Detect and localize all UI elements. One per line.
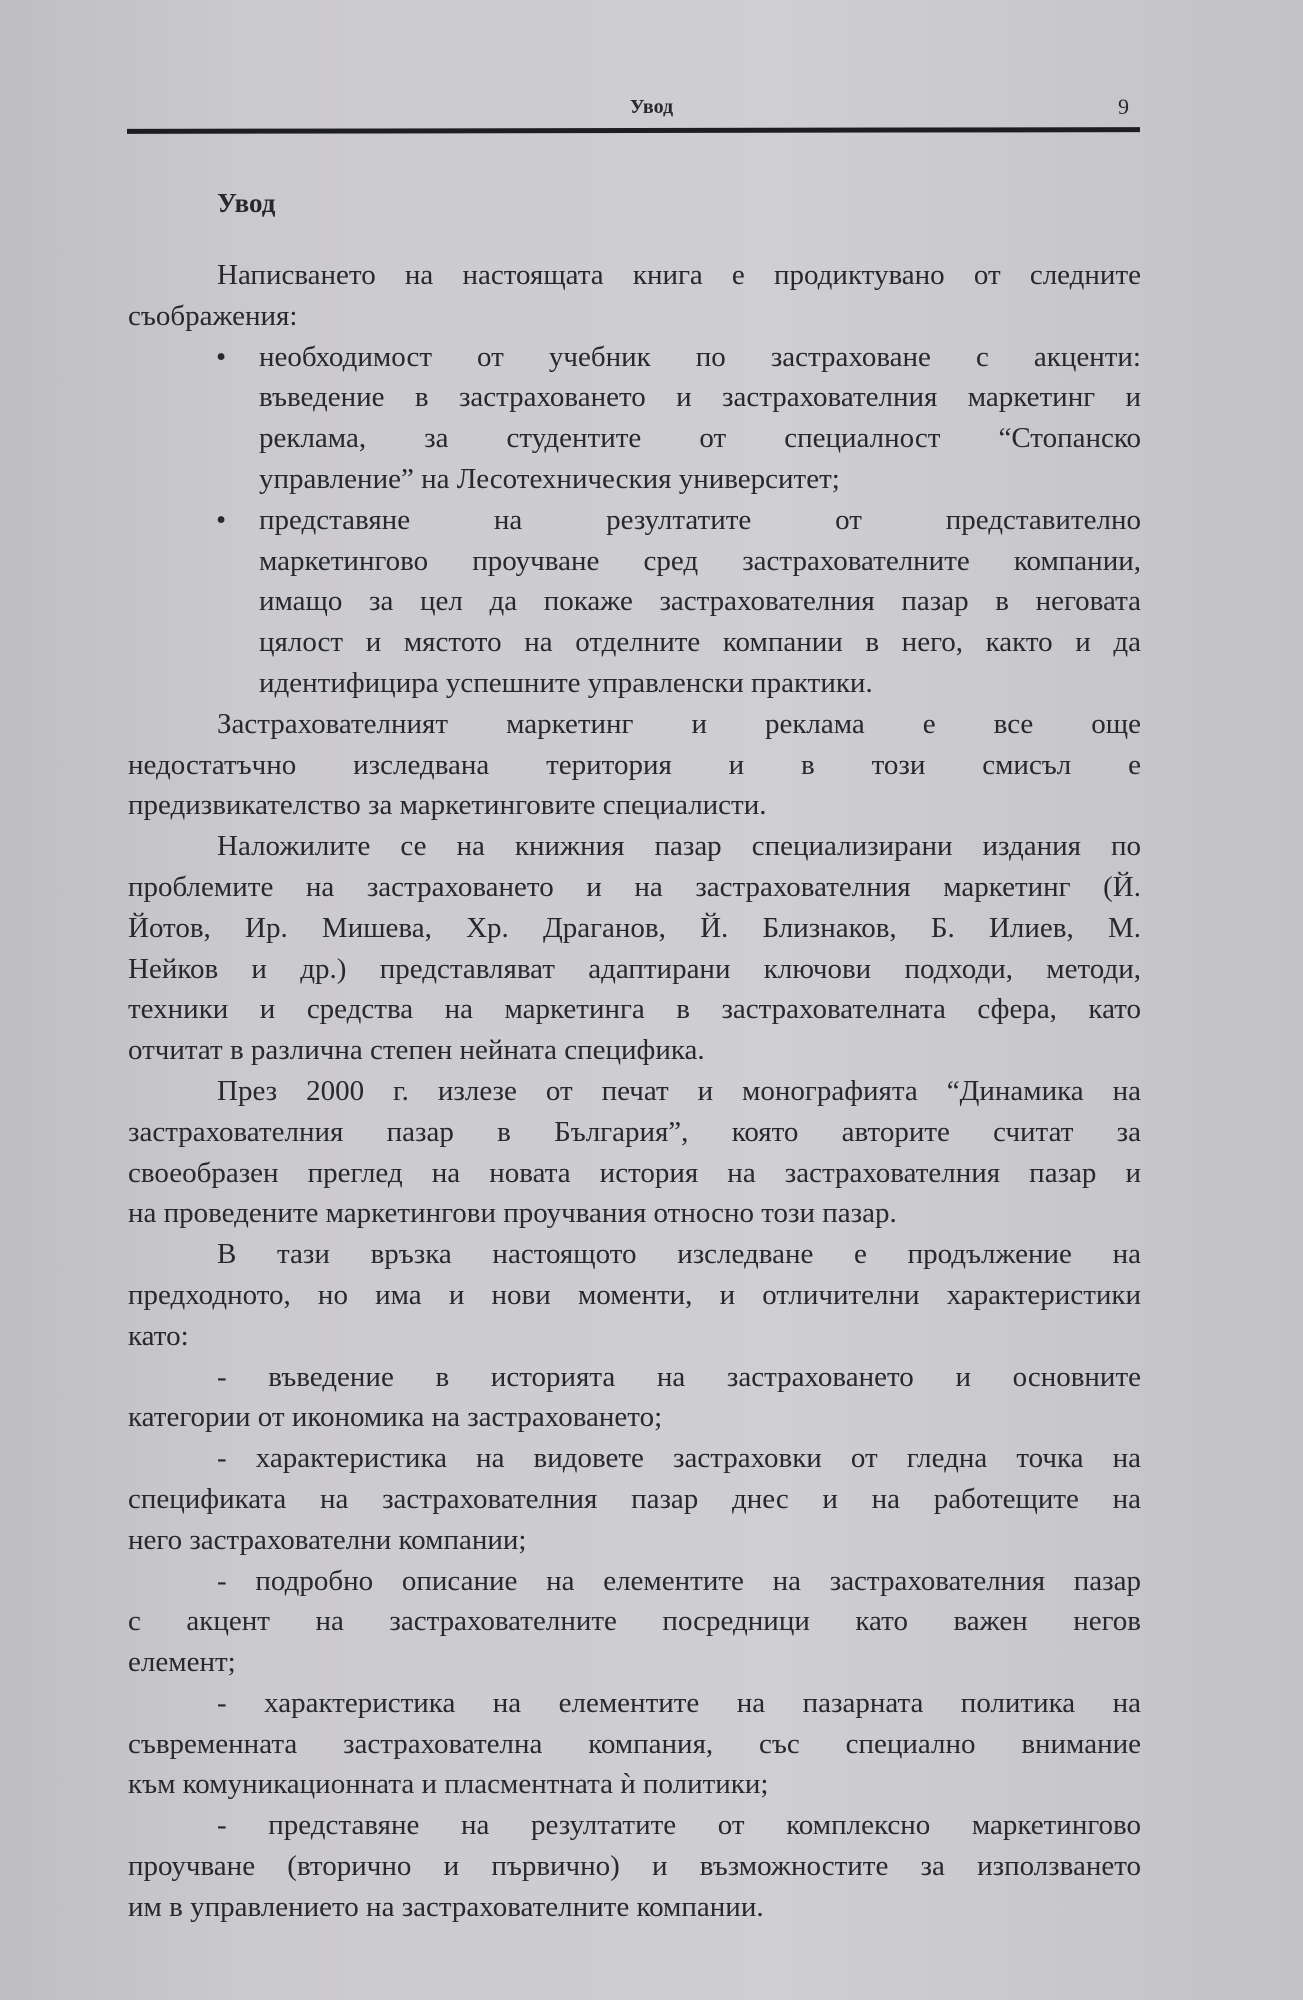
text-line xyxy=(128,1193,1141,1234)
line-text: управление” на Лесотехническия университет; xyxy=(259,462,840,495)
text-line xyxy=(128,949,1141,990)
paragraph xyxy=(128,255,1141,337)
line-text: отчитат в различна степен нейната специфика. xyxy=(128,1034,705,1067)
text-line xyxy=(128,826,1141,867)
line-text: съвременната застрахователна компания, със специално внимание xyxy=(128,1727,1141,1760)
running-title: Увод xyxy=(629,96,674,118)
line-text: Наложилите се на книжния пазар специализирани издания по xyxy=(217,830,1141,863)
line-text: реклама, за студентите от специалност “Стопанско xyxy=(259,422,1141,455)
line-text: имащо за цел да покаже застрахователния пазар в неговата xyxy=(259,585,1141,618)
line-text: - подробно описание на елементите на застрахователния пазар xyxy=(217,1564,1141,1597)
text-line xyxy=(128,1438,1141,1479)
text-line xyxy=(128,1764,1141,1805)
line-text: Нейков и др.) представляват адаптирани ключови подходи, методи, xyxy=(128,952,1141,985)
text-line xyxy=(128,337,1141,378)
line-text: спецификата на застрахователния пазар днес и на работещите на xyxy=(128,1482,1141,1515)
line-text: застрахователния пазар в България”, която авторите считат за xyxy=(128,1115,1141,1148)
text-line xyxy=(128,1275,1141,1316)
line-text: предизвикателство за маркетинговите специалисти. xyxy=(128,789,767,822)
line-text: идентифицира успешните управленски практики. xyxy=(259,666,873,699)
text-line xyxy=(128,745,1141,786)
text-line xyxy=(128,1642,1141,1683)
text-line xyxy=(128,1316,1141,1357)
bullet-icon: • xyxy=(216,340,227,373)
text-line xyxy=(128,867,1141,908)
text-line xyxy=(128,663,1141,704)
text-line xyxy=(128,704,1141,745)
line-text: Йотов, Ир. Мишева, Хр. Драганов, Й. Близнаков, Б. Илиев, М. xyxy=(128,911,1141,944)
line-text: като: xyxy=(128,1319,189,1352)
line-text: недостатъчно изследвана територия и в този смисъл е xyxy=(128,748,1141,781)
text-line xyxy=(128,1071,1141,1112)
text-line xyxy=(128,1601,1141,1642)
line-text: - характеристика на елементите на пазарната политика на xyxy=(217,1686,1141,1719)
paragraph xyxy=(128,1683,1141,1805)
line-text: им в управлението на застрахователните компании. xyxy=(128,1890,764,1923)
text-line xyxy=(128,377,1141,418)
text-line xyxy=(128,1357,1141,1398)
text-line xyxy=(128,418,1141,459)
line-text: елемент; xyxy=(128,1646,236,1679)
line-text: въведение в застраховането и застрахователния маркетинг и xyxy=(259,381,1141,414)
line-text: - представяне на резултатите от комплексно маркетингово xyxy=(217,1809,1141,1842)
paragraph xyxy=(128,1234,1141,1356)
text-line xyxy=(128,500,1141,541)
text-line xyxy=(128,622,1141,663)
line-text: на проведените маркетингови проучвания относно този пазар. xyxy=(128,1197,897,1230)
line-text: маркетингово проучване сред застрахователните компании, xyxy=(259,544,1141,577)
line-text: цялост и мястото на отделните компании в него, както и да xyxy=(259,626,1141,659)
line-text: Написването на настоящата книга е продиктувано от следните xyxy=(217,259,1141,291)
text-line xyxy=(128,1887,1141,1928)
text-line xyxy=(128,989,1141,1030)
text-line xyxy=(128,1805,1141,1846)
bullet-item xyxy=(128,337,1141,500)
line-text: категории от икономика на застраховането; xyxy=(128,1401,663,1434)
text-line xyxy=(128,1397,1141,1438)
text-line xyxy=(128,908,1141,949)
line-text: През 2000 г. излезе от печат и монографията “Динамика на xyxy=(217,1074,1141,1107)
text-line xyxy=(128,785,1141,826)
text-line xyxy=(128,1846,1141,1887)
section-heading: Увод xyxy=(217,188,276,218)
paragraph xyxy=(128,1357,1141,1439)
text-line xyxy=(128,255,1141,296)
text-line xyxy=(128,1030,1141,1071)
text-line xyxy=(128,1234,1141,1275)
line-text: своеобразен преглед на новата история на застрахователния пазар и xyxy=(128,1156,1141,1189)
line-text: към комуникационната и пласментната ѝ политики; xyxy=(128,1768,769,1801)
line-text: техники и средства на маркетинга в застрахователната сфера, като xyxy=(128,993,1141,1026)
line-text: - характеристика на видовете застраховки от гледна точка на xyxy=(217,1442,1141,1475)
paragraph xyxy=(128,704,1141,826)
text-line xyxy=(128,1724,1141,1765)
line-text: проблемите на застраховането и на застрахователния маркетинг (Й. xyxy=(128,870,1141,903)
text-line xyxy=(128,581,1141,622)
line-text: проучване (вторично и първично) и възможностите за използването xyxy=(128,1850,1141,1883)
line-text: необходимост от учебник по застраховане с акценти: xyxy=(259,340,1141,373)
text-line xyxy=(128,1479,1141,1520)
bullet-icon: • xyxy=(216,503,227,536)
line-text: съображения: xyxy=(128,299,298,332)
text-line xyxy=(128,1153,1141,1194)
text-line xyxy=(128,296,1141,337)
paragraph xyxy=(128,826,1141,1071)
text-line xyxy=(128,1683,1141,1724)
paragraph xyxy=(128,1438,1141,1560)
line-text: В тази връзка настоящото изследване е продължение на xyxy=(217,1238,1141,1271)
line-text: Застрахователният маркетинг и реклама е все още xyxy=(217,707,1141,740)
line-text: - въведение в историята на застраховането и основните xyxy=(217,1360,1141,1393)
text-line xyxy=(128,541,1141,582)
paragraph xyxy=(128,1561,1141,1683)
paragraph xyxy=(128,1071,1141,1234)
page-number: 9 xyxy=(1118,94,1129,119)
line-text: представяне на резултатите от представително xyxy=(259,503,1141,536)
body-text xyxy=(128,255,1141,1928)
text-line xyxy=(128,1561,1141,1602)
bullet-item xyxy=(128,500,1141,704)
text-line xyxy=(128,1112,1141,1153)
text-line xyxy=(128,1520,1141,1561)
paragraph xyxy=(128,1805,1141,1927)
line-text: него застрахователни компании; xyxy=(128,1523,527,1556)
text-line xyxy=(128,459,1141,500)
line-text: с акцент на застрахователните посредници като важен негов xyxy=(128,1605,1141,1638)
line-text: предходното, но има и нови моменти, и отличителни характеристики xyxy=(128,1278,1141,1311)
